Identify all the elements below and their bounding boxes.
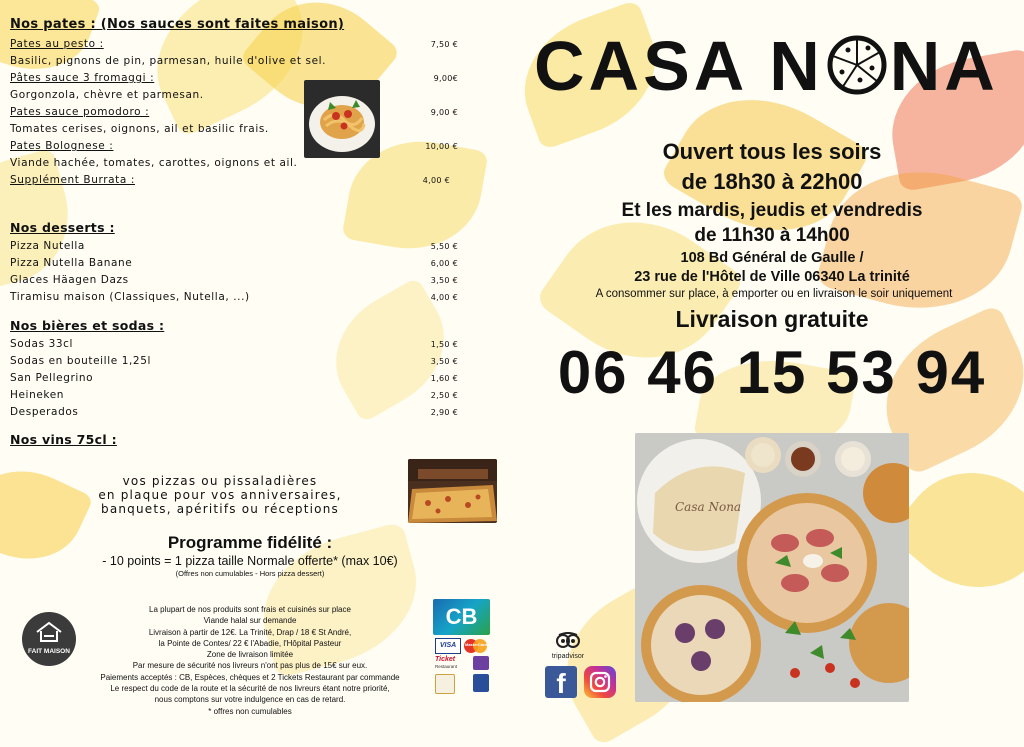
item-price: 2,90 € bbox=[430, 408, 458, 417]
cb-logo: CB bbox=[433, 599, 490, 635]
pizza-tray-photo bbox=[408, 459, 497, 523]
hours-line-4: de 11h30 à 14h00 bbox=[694, 225, 850, 246]
brand-name-left: CASA N bbox=[534, 27, 824, 105]
ticket-label: Ticket bbox=[435, 656, 456, 663]
ticket-restaurant-logo bbox=[435, 656, 469, 670]
pates-section-title: Nos pates : (Nos sauces sont faites maison) bbox=[10, 17, 345, 32]
plaque-line: banquets, apéritifs ou réceptions bbox=[101, 502, 339, 516]
item-name: Glaces Häagen Dazs bbox=[10, 274, 129, 286]
item-price: 1,60 € bbox=[430, 374, 458, 383]
hours-line-3: Et les mardis, jeudis et vendredis bbox=[621, 200, 923, 221]
address-line-1: 108 Bd Général de Gaulle / bbox=[680, 250, 864, 266]
item-name: Sodas 33cl bbox=[10, 338, 74, 350]
fine-line: nous comptons sur votre indulgence en cas de retard. bbox=[154, 695, 346, 705]
fine-line: Viande halal sur demande bbox=[203, 616, 297, 626]
brand-name-right: NA bbox=[889, 27, 999, 105]
item-name: Pâtes sauce 3 fromaggi : bbox=[10, 72, 155, 84]
fine-line: La plupart de nos produits sont frais et cuisinés sur place bbox=[149, 605, 351, 614]
hours-line-1: Ouvert tous les soirs bbox=[662, 139, 882, 164]
cheque-logo bbox=[473, 656, 489, 670]
fine-line: * offres non cumulables bbox=[208, 706, 292, 716]
item-price: 6,00 € bbox=[430, 259, 458, 268]
pizzas-illustration bbox=[635, 433, 909, 702]
visa-logo: VISA bbox=[435, 638, 461, 654]
fine-line: Le respect du code de la route et la sécurité de nos livreurs étant notre priorité, bbox=[110, 684, 390, 694]
mastercard-label: MasterCard bbox=[464, 642, 487, 647]
item-price: 1,50 € bbox=[430, 340, 458, 349]
hours-line-2: de 18h30 à 22h00 bbox=[681, 169, 863, 194]
item-name: Pates sauce pomodoro : bbox=[10, 106, 150, 118]
fine-line: Par mesure de sécurité nos livreurs n'ont pas plus de 15€ sur eux. bbox=[132, 661, 368, 671]
item-description: Basilic, pignons de pin, parmesan, huile d'olive et sel. bbox=[10, 55, 327, 67]
item-price: 2,50 € bbox=[430, 391, 458, 400]
item-price: 3,50 € bbox=[430, 276, 458, 285]
tray-illustration bbox=[408, 459, 497, 523]
tripadvisor-label: tripadvisor bbox=[551, 653, 585, 660]
pasta-plate-illustration bbox=[304, 80, 380, 158]
item-price: 10,00 € bbox=[425, 142, 458, 151]
item-price: 9,00€ bbox=[433, 74, 458, 83]
wines-section-title: Nos vins 75cl : bbox=[10, 432, 117, 447]
fait-maison-badge bbox=[22, 612, 76, 666]
item-price: 5,50 € bbox=[430, 242, 458, 251]
pasta-photo bbox=[304, 80, 380, 158]
pizza-o-icon bbox=[826, 32, 888, 94]
tripadvisor-owl-icon bbox=[555, 632, 581, 648]
desserts-section-title: Nos desserts : bbox=[10, 220, 115, 235]
loyalty-title: Programme fidélité : bbox=[167, 533, 333, 552]
phone-number[interactable]: 06 46 15 53 94 bbox=[557, 339, 987, 406]
item-price: 9,00 € bbox=[430, 108, 458, 117]
free-delivery: Livraison gratuite bbox=[675, 306, 869, 332]
brand-title bbox=[534, 26, 999, 106]
item-name: Heineken bbox=[10, 389, 65, 401]
plaque-offer bbox=[40, 474, 400, 516]
tripadvisor-logo[interactable] bbox=[548, 632, 588, 661]
address-line-2: 23 rue de l'Hôtel de Ville 06340 La trinité bbox=[634, 269, 910, 285]
instagram-icon[interactable] bbox=[584, 666, 616, 698]
house-icon bbox=[34, 621, 64, 643]
item-description: Gorgonzola, chèvre et parmesan. bbox=[10, 89, 204, 101]
item-description: Tomates cerises, oignons, ail et basilic frais. bbox=[10, 123, 269, 135]
item-description: Viande hachée, tomates, carottes, oignons et ail. bbox=[10, 157, 298, 169]
item-price: 4,00 € bbox=[422, 176, 450, 185]
item-name: Sodas en bouteille 1,25l bbox=[10, 355, 152, 367]
fine-line: Livraison à partir de 12€. La Trinité, Drap / 18 € St André, bbox=[148, 627, 352, 637]
loyalty-text: - 10 points = 1 pizza taille Normale offerte* (max 10€) bbox=[102, 554, 398, 568]
drinks-section-title: Nos bières et sodas : bbox=[10, 318, 165, 333]
facebook-icon[interactable]: f bbox=[545, 666, 577, 698]
pizza-photo bbox=[635, 433, 909, 702]
loyalty-note: (Offres non cumulables - Hors pizza dessert) bbox=[175, 569, 325, 578]
item-name: San Pellegrino bbox=[10, 372, 94, 384]
item-price: 7,50 € bbox=[430, 40, 458, 49]
item-name: Pizza Nutella Banane bbox=[10, 257, 133, 269]
calzone-brand-text: Casa Nona bbox=[675, 500, 742, 514]
plaque-line: vos pizzas ou pissaladières bbox=[122, 474, 318, 488]
item-name: Pates Bolognese : bbox=[10, 140, 114, 152]
fine-line: Paiements acceptés : CB, Espèces, chèques et 2 Tickets Restaurant par commande bbox=[100, 672, 400, 682]
fait-maison-label: FAIT MAISON bbox=[28, 648, 70, 655]
item-price: 3,50 € bbox=[430, 357, 458, 366]
item-name: Pizza Nutella bbox=[10, 240, 85, 252]
pizza-slice-icon bbox=[826, 34, 888, 96]
item-name: Supplément Burrata : bbox=[10, 174, 135, 186]
instagram-camera-icon bbox=[584, 666, 616, 698]
cheque-dejeuner-logo bbox=[473, 674, 489, 692]
item-name: Tiramisu maison (Classiques, Nutella, ...) bbox=[10, 291, 250, 303]
plaque-line: en plaque pour vos anniversaires, bbox=[98, 488, 342, 502]
item-price: 4,00 € bbox=[430, 293, 458, 302]
fine-line: la Pointe de Contes/ 22 € l'Abadie, l'Hôpital Pasteur bbox=[158, 638, 342, 648]
fine-print bbox=[70, 604, 430, 717]
loyalty-program bbox=[40, 533, 460, 578]
item-name: Pates au pesto : bbox=[10, 38, 104, 50]
mastercard-logo bbox=[462, 638, 490, 654]
fine-line: Zone de livraison limitée bbox=[206, 650, 294, 660]
item-name: Desperados bbox=[10, 406, 79, 418]
service-info: A consommer sur place, à emporter ou en livraison le soir uniquement bbox=[595, 288, 953, 300]
ticket-sub-label: Restaurant bbox=[435, 664, 458, 669]
cheque-vacances-logo bbox=[435, 674, 455, 694]
